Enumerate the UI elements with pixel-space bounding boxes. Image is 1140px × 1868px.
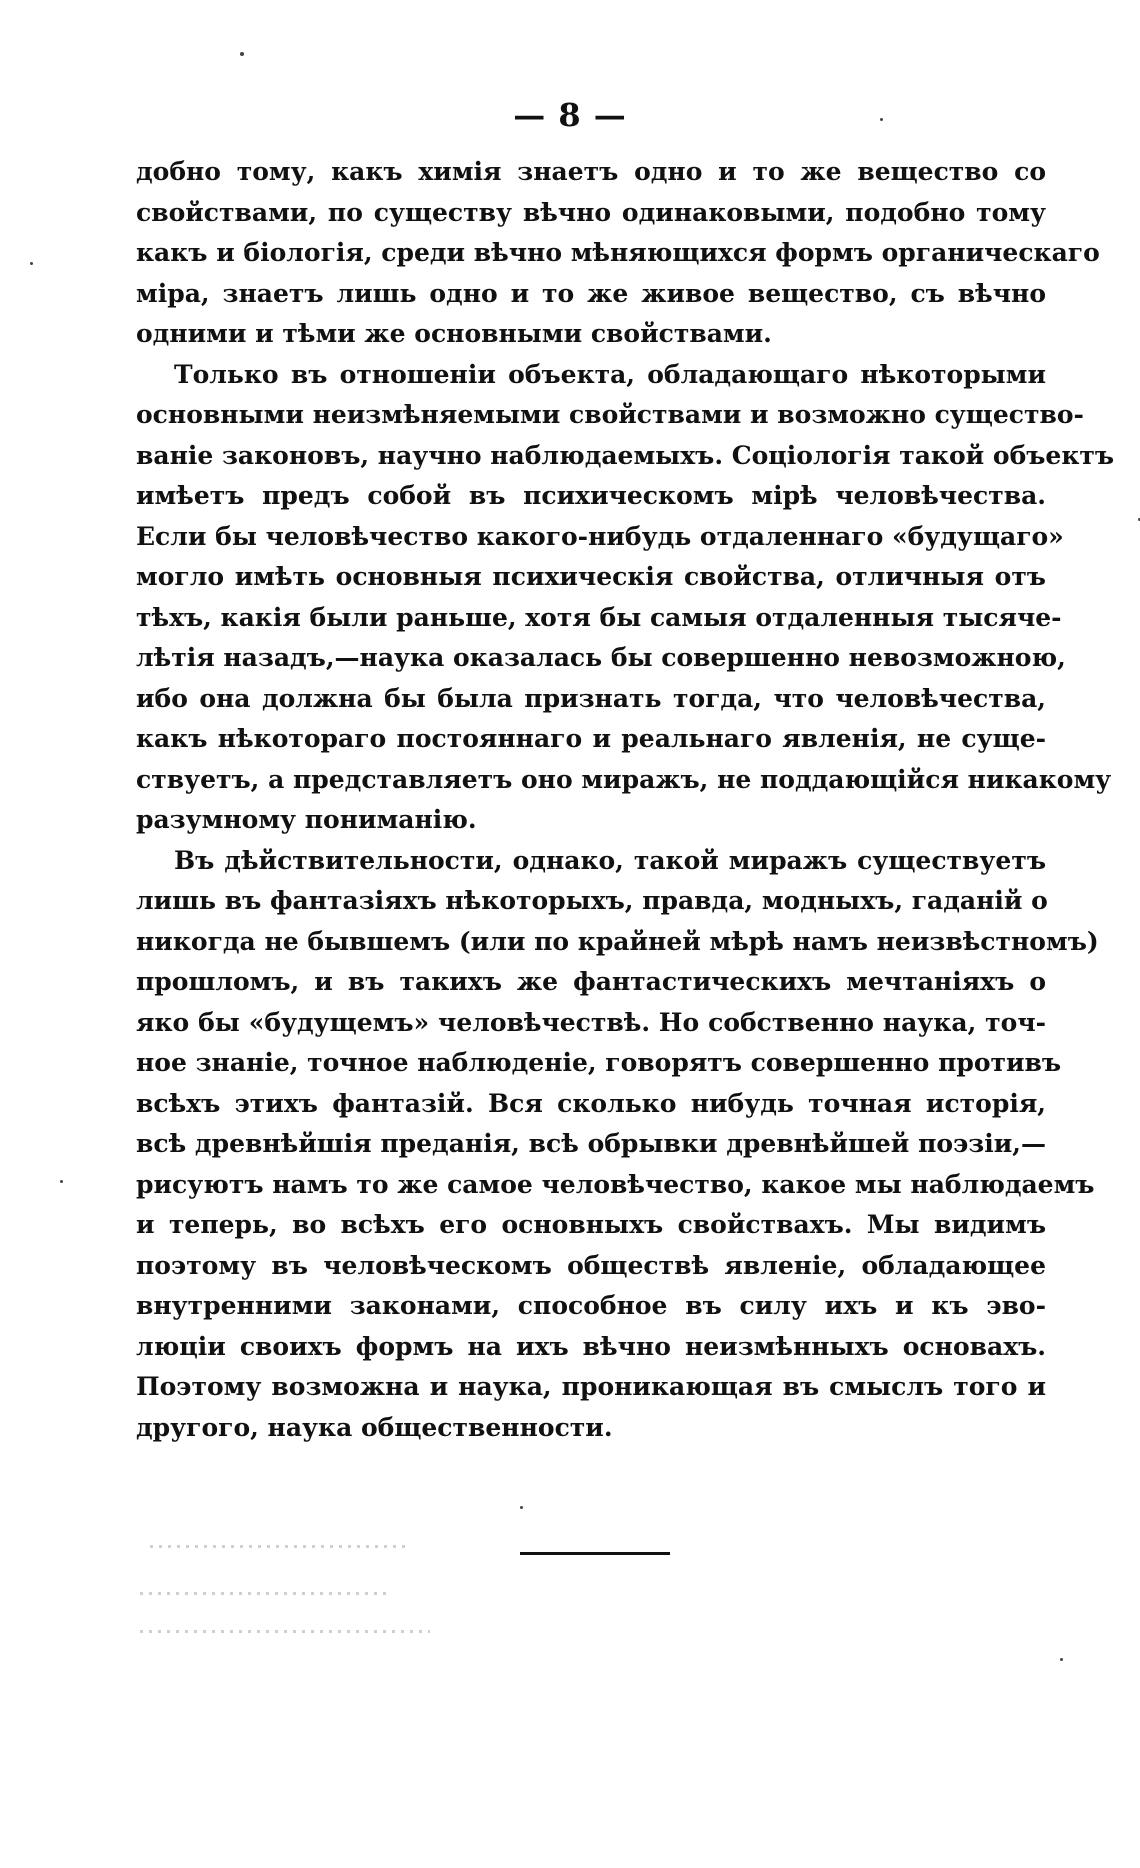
bleed-through-mark — [140, 1592, 390, 1595]
text-line: лишь въ фантазіяхъ нѣкоторыхъ, правда, модныхъ, гаданій о — [136, 886, 1048, 915]
text-line: ваніе законовъ, научно наблюдаемыхъ. Соціологія такой объектъ — [136, 440, 1115, 470]
text-line: другого, наука общественности. — [136, 1412, 613, 1442]
text-line: одними и тѣми же основными свойствами. — [136, 319, 772, 348]
text-line: всѣхъ этихъ фантазій. Вся сколько нибудь точная исторія, — [136, 1088, 1046, 1118]
text-line: поэтому въ человѣческомъ обществѣ явленіе, обладающее — [136, 1250, 1046, 1280]
body-text — [136, 152, 1115, 1448]
paper-speck — [520, 1506, 523, 1509]
text-line: прошломъ, и въ такихъ же фантастическихъ мечтаніяхъ о — [136, 967, 1046, 996]
text-line: никогда не бывшемъ (или по крайней мѣрѣ намъ неизвѣстномъ) — [136, 926, 1099, 956]
paper-speck — [60, 1180, 63, 1183]
paper-speck — [1060, 1658, 1063, 1661]
text-line: и теперь, во всѣхъ его основныхъ свойствахъ. Мы видимъ — [136, 1210, 1046, 1239]
text-line: лѣтія назадъ,—наука оказалась бы совершенно невозможною, — [136, 643, 1066, 672]
text-line: какъ и біологія, среди вѣчно мѣняющихся формъ органическаго — [136, 238, 1100, 267]
text-line: Только въ отношеніи объекта, обладающаго нѣкоторыми — [174, 359, 1046, 389]
text-line: могло имѣть основныя психическія свойства, отличныя отъ — [136, 562, 1046, 591]
text-line: основными неизмѣняемыми свойствами и возможно существо- — [136, 400, 1084, 429]
text-line: свойствами, по существу вѣчно одинаковыми, подобно тому — [136, 197, 1046, 227]
paper-speck — [880, 118, 883, 121]
text-line: Въ дѣйствительности, однако, такой миражъ существуетъ — [174, 845, 1046, 875]
text-line: тѣхъ, какія были раньше, хотя бы самыя отдаленныя тысяче- — [136, 602, 1062, 632]
text-line: Поэтому возможна и наука, проникающая въ смыслъ того и — [136, 1372, 1046, 1401]
bleed-through-mark — [150, 1545, 410, 1548]
page-number: — 8 — — [513, 96, 627, 134]
bleed-through-mark — [140, 1630, 430, 1633]
text-line: всѣ древнѣйшія преданія, всѣ обрывки древнѣйшей поэзіи,— — [136, 1129, 1046, 1158]
text-line: ствуетъ, а представляетъ оно миражъ, не поддающійся никакому — [136, 764, 1112, 794]
paper-speck — [30, 262, 33, 265]
text-line: ное знаніе, точное наблюденіе, говорятъ совершенно противъ — [136, 1048, 1062, 1077]
text-line: яко бы «будущемъ» человѣчествѣ. Но собственно наука, точ- — [136, 1007, 1046, 1037]
section-end-rule — [520, 1552, 670, 1555]
text-line: міра, знаетъ лишь одно и то же живое вещество, съ вѣчно — [136, 278, 1046, 308]
text-line: ибо она должна бы была признать тогда, что человѣчества, — [136, 683, 1046, 713]
text-line: какъ нѣкотораго постояннаго и реальнаго явленія, не суще- — [136, 724, 1046, 753]
text-line: добно тому, какъ химія знаетъ одно и то же вещество со — [136, 157, 1046, 186]
text-line: люціи своихъ формъ на ихъ вѣчно неизмѣнныхъ основахъ. — [136, 1331, 1046, 1361]
text-line: имѣетъ предъ собой въ психическомъ мірѣ человѣчества. — [136, 481, 1046, 510]
text-line: разумному пониманію. — [136, 805, 477, 834]
text-line: Если бы человѣчество какого-нибудь отдаленнаго «будущаго» — [136, 521, 1064, 551]
text-line: рисуютъ намъ то же самое человѣчество, какое мы наблюдаемъ — [136, 1169, 1095, 1199]
text-line: внутренними законами, способное въ силу ихъ и къ эво- — [136, 1291, 1046, 1320]
paper-speck — [240, 52, 244, 56]
